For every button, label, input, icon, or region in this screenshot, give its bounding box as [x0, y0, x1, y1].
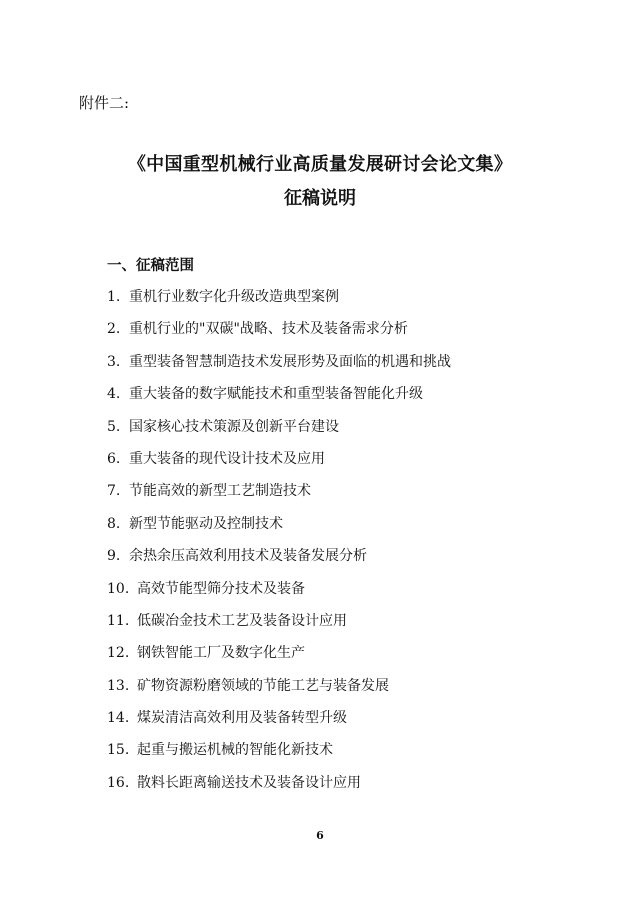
- list-item: [107, 546, 587, 578]
- item-number: 2.: [107, 321, 121, 338]
- item-text: 起重与搬运机械的智能化新技术: [137, 742, 333, 759]
- item-number: 1.: [107, 289, 121, 305]
- item-text: 矿物资源粉磨领域的节能工艺与装备发展: [137, 677, 389, 694]
- section-heading: 一、征稿范围: [107, 258, 194, 274]
- topic-list: [107, 287, 587, 805]
- item-number: 16.: [107, 774, 130, 791]
- item-number: 5.: [107, 418, 121, 435]
- list-item: [107, 676, 587, 708]
- item-text: 重机行业数字化升级改造典型案例: [129, 289, 339, 305]
- list-item: [107, 514, 587, 546]
- list-item: [107, 643, 587, 675]
- list-item: [107, 287, 587, 319]
- list-item: [107, 773, 587, 805]
- item-number: 6.: [107, 450, 121, 467]
- document-title: 《中国重型机械行业高质量发展研讨会论文集》: [127, 154, 513, 175]
- item-number: 14.: [107, 710, 130, 727]
- item-number: 11.: [107, 612, 130, 629]
- item-text: 节能高效的新型工艺制造技术: [129, 483, 311, 500]
- item-text: 散料长距离输送技术及装备设计应用: [137, 774, 361, 791]
- item-text: 国家核心技术策源及创新平台建设: [129, 418, 339, 435]
- list-item: [107, 579, 587, 611]
- item-text: 重机行业的"双碳"战略、技术及装备需求分析: [129, 321, 408, 338]
- item-number: 8.: [107, 515, 121, 532]
- list-item: [107, 417, 587, 449]
- item-text: 重型装备智慧制造技术发展形势及面临的机遇和挑战: [129, 353, 451, 370]
- item-number: 9.: [107, 548, 121, 565]
- list-item: [107, 352, 587, 384]
- title-block: [0, 152, 640, 212]
- list-item: [107, 740, 587, 772]
- item-number: 3.: [107, 353, 121, 370]
- list-item: [107, 708, 587, 740]
- list-item: [107, 481, 587, 513]
- list-item: [107, 449, 587, 481]
- item-text: 钢铁智能工厂及数字化生产: [137, 645, 305, 662]
- item-text: 煤炭清洁高效利用及装备转型升级: [137, 710, 347, 727]
- attachment-label: 附件二:: [79, 94, 130, 112]
- list-item: [107, 319, 587, 351]
- item-text: 重大装备的现代设计技术及应用: [129, 450, 325, 467]
- item-number: 4.: [107, 386, 121, 403]
- item-text: 余热余压高效利用技术及装备发展分析: [129, 548, 367, 565]
- page-number: 6: [316, 829, 324, 842]
- list-item: [107, 611, 587, 643]
- document-subtitle: 征稿说明: [284, 188, 356, 209]
- item-text: 低碳冶金技术工艺及装备设计应用: [137, 612, 347, 629]
- item-number: 12.: [107, 645, 130, 662]
- item-text: 高效节能型筛分技术及装备: [137, 580, 305, 597]
- item-text: 重大装备的数字赋能技术和重型装备智能化升级: [129, 386, 423, 403]
- item-number: 7.: [107, 483, 121, 500]
- item-number: 13.: [107, 677, 130, 694]
- item-number: 10.: [107, 580, 130, 597]
- item-text: 新型节能驱动及控制技术: [129, 515, 283, 532]
- item-number: 15.: [107, 742, 130, 759]
- list-item: [107, 384, 587, 416]
